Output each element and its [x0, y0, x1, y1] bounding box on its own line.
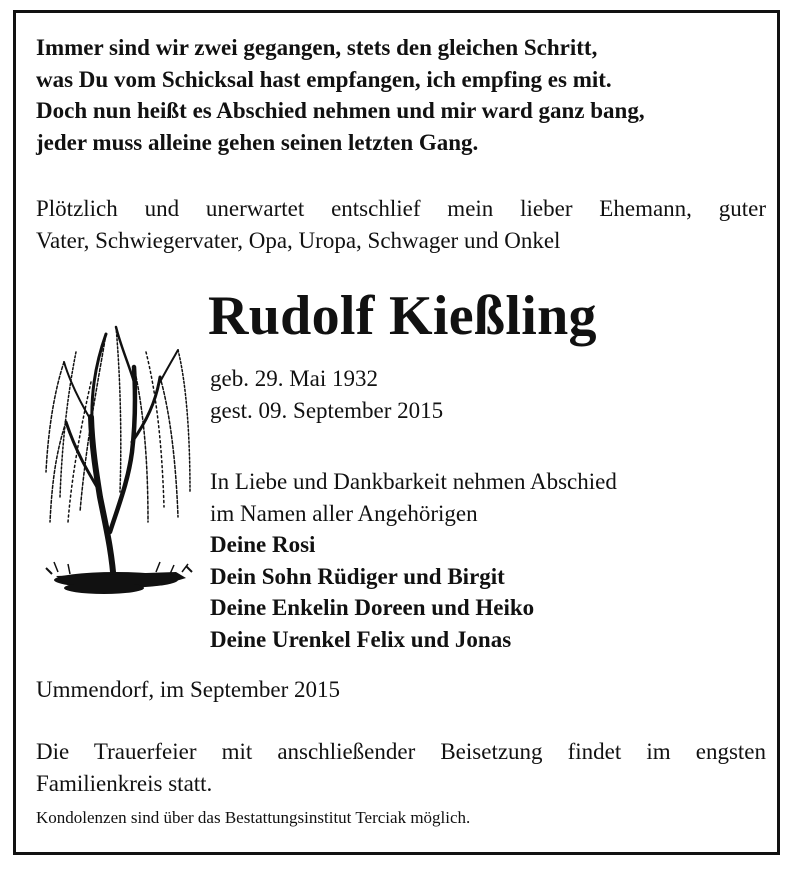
poem-line: Doch nun heißt es Abschied nehmen und mir ward ganz bang,: [36, 98, 645, 123]
funeral-info: [36, 736, 766, 799]
mourner-name: Dein Sohn Rüdiger und Birgit: [210, 563, 505, 589]
farewell-line: In Liebe und Dankbarkeit nehmen Abschied: [210, 469, 617, 494]
poem-line: was Du vom Schicksal hast empfangen, ich empfing es mit.: [36, 66, 612, 92]
life-dates: [210, 363, 443, 426]
funeral-line: Familienkreis statt.: [36, 770, 213, 796]
poem-line: jeder muss alleine gehen seinen letzten Gang.: [36, 129, 479, 155]
farewell-line: im Namen aller Angehörigen: [210, 500, 478, 526]
deceased-name: Rudolf Kießling: [208, 285, 597, 347]
birth-date: geb. 29. Mai 1932: [210, 366, 379, 391]
condolences-note: Kondolenzen sind über das Bestattungsinstitut Terciak möglich.: [36, 808, 471, 827]
poem: [36, 32, 645, 158]
mourner-name: Deine Rosi: [210, 532, 316, 557]
funeral-line: Die Trauerfeier mit anschließender Beisetzung findet im engsten: [36, 739, 766, 764]
mourner-name: Deine Enkelin Doreen und Heiko: [210, 595, 535, 620]
farewell-block: [210, 466, 617, 655]
intro-line: Plötzlich und unerwartet entschlief mein lieber Ehemann, guter: [36, 196, 766, 221]
intro-line: Vater, Schwiegervater, Opa, Uropa, Schwager und Onkel: [36, 227, 561, 253]
death-date: gest. 09. September 2015: [210, 397, 444, 423]
poem-line: Immer sind wir zwei gegangen, stets den gleichen Schritt,: [36, 35, 598, 60]
intro-text: [36, 193, 766, 256]
weeping-willow-icon: [36, 322, 196, 604]
place-date: Ummendorf, im September 2015: [36, 677, 341, 702]
mourner-name: Deine Urenkel Felix und Jonas: [210, 626, 512, 652]
